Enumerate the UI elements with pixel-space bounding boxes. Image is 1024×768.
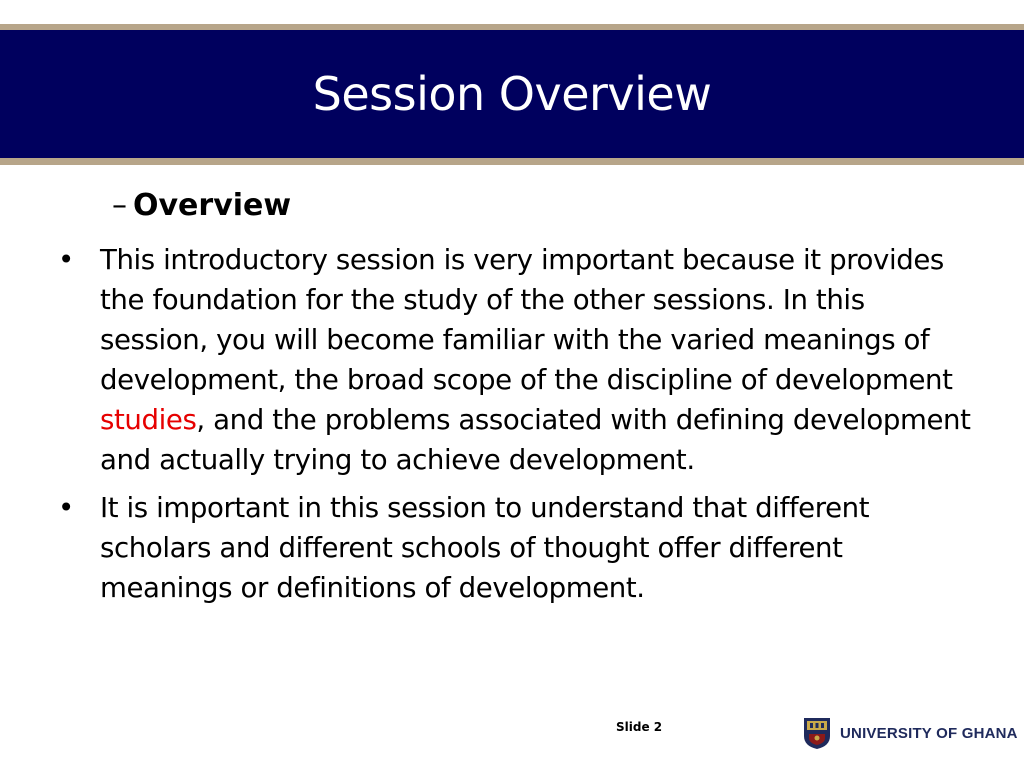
- highlighted-word: studies: [100, 403, 197, 436]
- university-logo: [802, 716, 1018, 750]
- dash-marker: –: [112, 188, 127, 223]
- university-crest-icon: [802, 716, 832, 750]
- bottom-accent-rule: [0, 158, 1024, 165]
- sub-heading: [112, 188, 976, 240]
- bullet-dot: •: [58, 243, 74, 276]
- bullet-item: [56, 488, 976, 608]
- university-name: UNIVERSITY OF GHANA: [840, 724, 1018, 742]
- bullet-dot: •: [58, 491, 74, 524]
- bullet-text-start: This introductory session is very important because it provides the foundation for the study of the other sessions. In this session, you will become familiar with the varied meanings of development, the broad scope of the discipline of development: [100, 243, 953, 396]
- slide-content: [56, 188, 976, 608]
- sub-heading-text: Overview: [133, 188, 292, 223]
- bullet-item: [56, 240, 976, 480]
- slide-title: Session Overview: [312, 67, 712, 121]
- bullet-text: It is important in this session to understand that different scholars and different schools of thought offer different meanings or definitions of development.: [100, 491, 870, 604]
- slide-number: Slide 2: [616, 720, 663, 734]
- title-bar: [0, 30, 1024, 158]
- bullet-text-end: , and the problems associated with defining development and actually trying to achieve development.: [100, 403, 971, 476]
